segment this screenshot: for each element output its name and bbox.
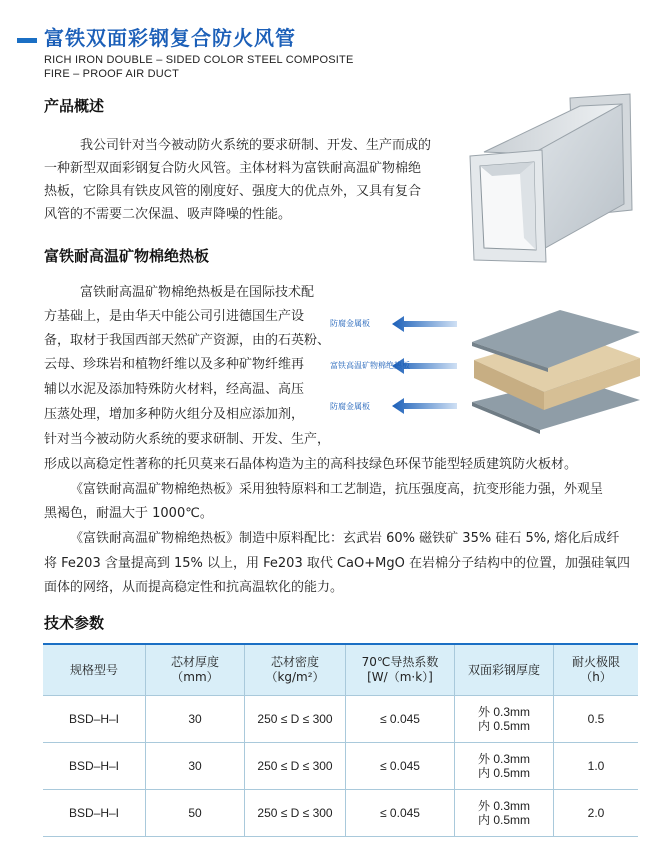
cell-density: 250 ≤ D ≤ 300 xyxy=(245,743,346,790)
cell-thickness: 30 xyxy=(146,696,245,743)
title-en-line1: RICH IRON DOUBLE – SIDED COLOR STEEL COMPOSITE xyxy=(44,54,354,66)
board-heading: 富铁耐高温矿物棉绝热板 xyxy=(44,247,210,265)
cell-density: 250 ≤ D ≤ 300 xyxy=(245,790,346,837)
table-row xyxy=(43,790,638,837)
board-line: 方基础上，是由华天中能公司引进德国生产设 xyxy=(44,309,305,324)
page-title: 富铁双面彩钢复合防火风管 xyxy=(44,26,296,50)
specs-heading: 技术参数 xyxy=(44,614,105,632)
overview-line: 热板，它除具有铁皮风管的刚度好、强度大的优点外，又具有复合 xyxy=(44,184,422,199)
cell-density: 250 ≤ D ≤ 300 xyxy=(245,696,346,743)
overview-line: 我公司针对当今被动防火系统的要求研制、开发、生产而成的 xyxy=(80,138,432,153)
col-header-density: 芯材密度 （kg/m²） xyxy=(245,645,346,696)
layer-label-bottom: 防腐金属板 xyxy=(330,402,370,411)
cell-steel: 外 0.3mm 内 0.5mm xyxy=(455,696,554,743)
cell-conductivity: ≤ 0.045 xyxy=(346,696,455,743)
title-accent-bar xyxy=(17,38,37,43)
overview-line: 一种新型双面彩钢复合防火风管。主体材料为富铁耐高温矿物棉绝 xyxy=(44,161,422,176)
table-row xyxy=(43,743,638,790)
col-header-steel: 双面彩钢厚度 xyxy=(455,645,554,696)
board-full-line: 将 Fe203 含量提高到 15% 以上，用 Fe203 取代 CaO+MgO 在岩棉分子结构中的位置，加强硅氧四 xyxy=(44,556,630,571)
cell-steel: 外 0.3mm 内 0.5mm xyxy=(455,743,554,790)
board-full-line: 《富铁耐高温矿物棉绝热板》采用独特原料和工艺制造，抗压强度高，抗变形能力强，外观呈 xyxy=(70,482,604,497)
overview-line: 风管的不需要二次保温、吸声降噪的性能。 xyxy=(44,207,292,222)
table-header-row xyxy=(43,645,638,696)
cell-model: BSD–H–I xyxy=(43,696,146,743)
overview-heading: 产品概述 xyxy=(44,97,105,115)
col-header-fire: 耐火极限 （h） xyxy=(554,645,639,696)
cell-thickness: 50 xyxy=(146,790,245,837)
board-full-line: 形成以高稳定性著称的托贝莫来石晶体构造为主的高科技绿色环保节能型轻质建筑防火板材。 xyxy=(44,457,578,472)
cell-steel: 外 0.3mm 内 0.5mm xyxy=(455,790,554,837)
layer-label-middle: 富铁高温矿物棉绝热板 xyxy=(330,361,410,370)
table-row xyxy=(43,696,638,743)
air-duct-illustration xyxy=(462,92,652,267)
board-line: 富铁耐高温矿物棉绝热板是在国际技术配 xyxy=(80,285,315,300)
cell-conductivity: ≤ 0.045 xyxy=(346,790,455,837)
cell-thickness: 30 xyxy=(146,743,245,790)
board-full-line: 《富铁耐高温矿物棉绝热板》制造中原料配比：玄武岩 60% 磁铁矿 35% 硅石 5%, 熔化后成纤 xyxy=(70,531,620,546)
cell-model: BSD–H–I xyxy=(43,743,146,790)
board-line: 备，取材于我国西部天然矿产资源，由的石英粉、 xyxy=(44,333,331,348)
col-header-model: 规格型号 xyxy=(43,645,146,696)
cell-model: BSD–H–I xyxy=(43,790,146,837)
board-full-line: 黑褐色，耐温大于 1000℃。 xyxy=(44,506,213,521)
spec-table xyxy=(43,645,638,837)
board-line: 针对当今被动防火系统的要求研制、开发、生产， xyxy=(44,432,331,447)
cell-fire: 1.0 xyxy=(554,743,639,790)
title-en-line2: FIRE – PROOF AIR DUCT xyxy=(44,68,179,80)
layer-label-top: 防腐金属板 xyxy=(330,319,370,328)
board-line: 辅以水泥及添加特殊防火材料，经高温、高压 xyxy=(44,382,305,397)
cell-fire: 2.0 xyxy=(554,790,639,837)
board-line: 压蒸处理，增加多种防火组分及相应添加剂， xyxy=(44,407,305,422)
col-header-thickness: 芯材厚度 （mm） xyxy=(146,645,245,696)
board-full-line: 面体的网络，从而提高稳定性和抗高温软化的能力。 xyxy=(44,580,344,595)
col-header-conductivity: 70℃导热系数 [W/（m·k）] xyxy=(346,645,455,696)
board-line: 云母、珍珠岩和植物纤维以及多种矿物纤维再 xyxy=(44,357,305,372)
cell-conductivity: ≤ 0.045 xyxy=(346,743,455,790)
cell-fire: 0.5 xyxy=(554,696,639,743)
